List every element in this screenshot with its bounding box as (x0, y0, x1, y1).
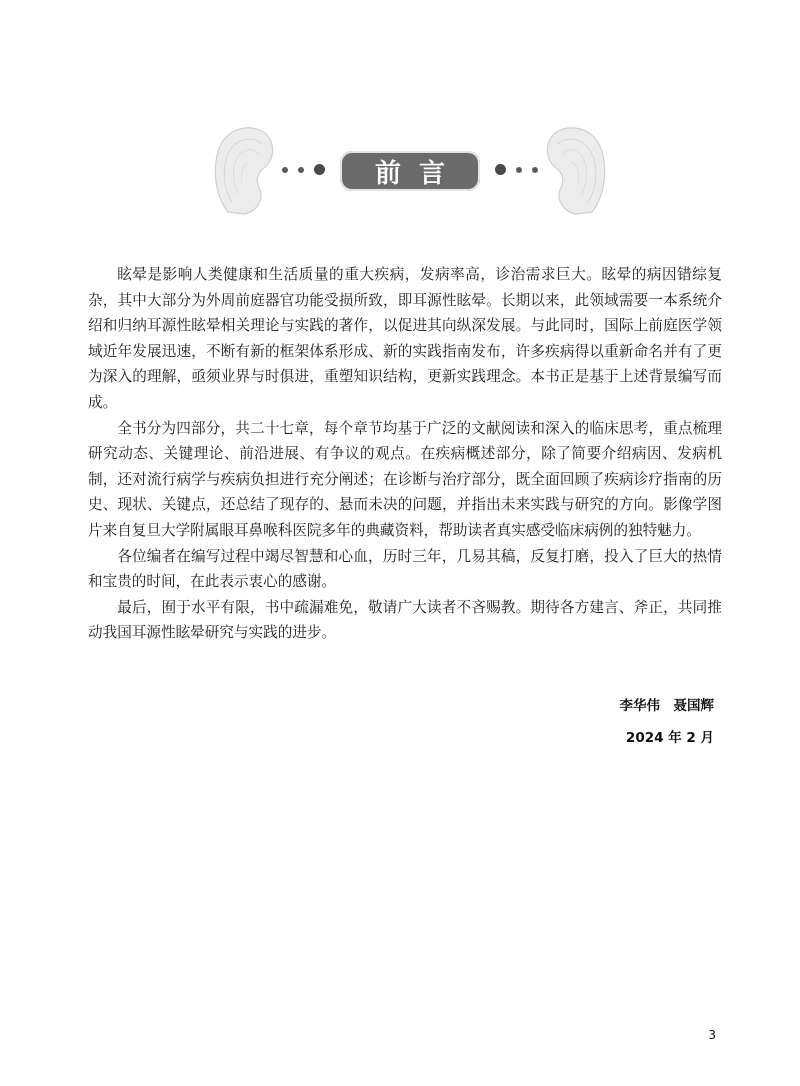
paragraph: 最后，囿于水平有限，书中疏漏难免，敬请广大读者不吝赐教。期待各方建言、斧正，共同推动我国耳源性眩晕研究与实践的进步。 (88, 598, 722, 642)
ear-icon (210, 120, 280, 220)
paragraph: 全书分为四部分，共二十七章，每个章节均基于广泛的文献阅读和深入的临床思考，重点梳理研究动态、关键理论、前沿进展、有争议的观点。在疾病概述部分，除了简要介绍病因、发病机制，还对流行病学与疾病负担进行充分阐述；在诊断与治疗部分，既全面回顾了疾病诊疗指南的历史、现状、关键点，还总结了现存的、悬而未决的问题，并指出未来实践与研究的方向。影像学图片来自复旦大学附属眼耳鼻喉科医院多年的典藏资料，帮助读者真实感受临床病例的独特魅力。 (88, 419, 722, 539)
ornament-dot (516, 167, 522, 173)
paragraph: 眩晕是影响人类健康和生活质量的重大疾病，发病率高，诊治需求巨大。眩晕的病因错综复杂，其中大部分为外周前庭器官功能受损所致，即耳源性眩晕。长期以来，此领域需要一本系统介绍和归纳耳源性眩晕相关理论与实践的著作，以促进其向纵深发展。与此同时，国际上前庭医学领域近年发展迅速，不断有新的框架体系形成、新的实践指南发布，许多疾病得以重新命名并有了更为深入的理解，亟须业界与时俱进，重塑知识结构，更新实践理念。本书正是基于上述背景编写而成。 (88, 266, 722, 411)
ornament-dot (282, 167, 288, 173)
right-dot-ornament (495, 164, 538, 175)
title-badge (340, 151, 480, 191)
ornament-dot (495, 164, 506, 175)
chapter-header (210, 120, 610, 220)
signature-date: 2024 年 2 月 (625, 730, 714, 746)
signature-block (620, 690, 715, 754)
left-dot-ornament (282, 164, 325, 175)
page-title: 前言 (374, 158, 463, 189)
ornament-dot (314, 164, 325, 175)
ear-icon (540, 120, 610, 220)
paragraph: 各位编者在编写过程中竭尽智慧和心血，历时三年，几易其稿，反复打磨，投入了巨大的热情和宝贵的时间，在此表示衷心的感谢。 (88, 547, 722, 591)
ornament-dot (298, 167, 304, 173)
page-number: 3 (708, 1028, 716, 1042)
ornament-dot (532, 167, 538, 173)
preface-body (88, 262, 722, 646)
author-names: 李华伟 聂国辉 (619, 698, 714, 714)
